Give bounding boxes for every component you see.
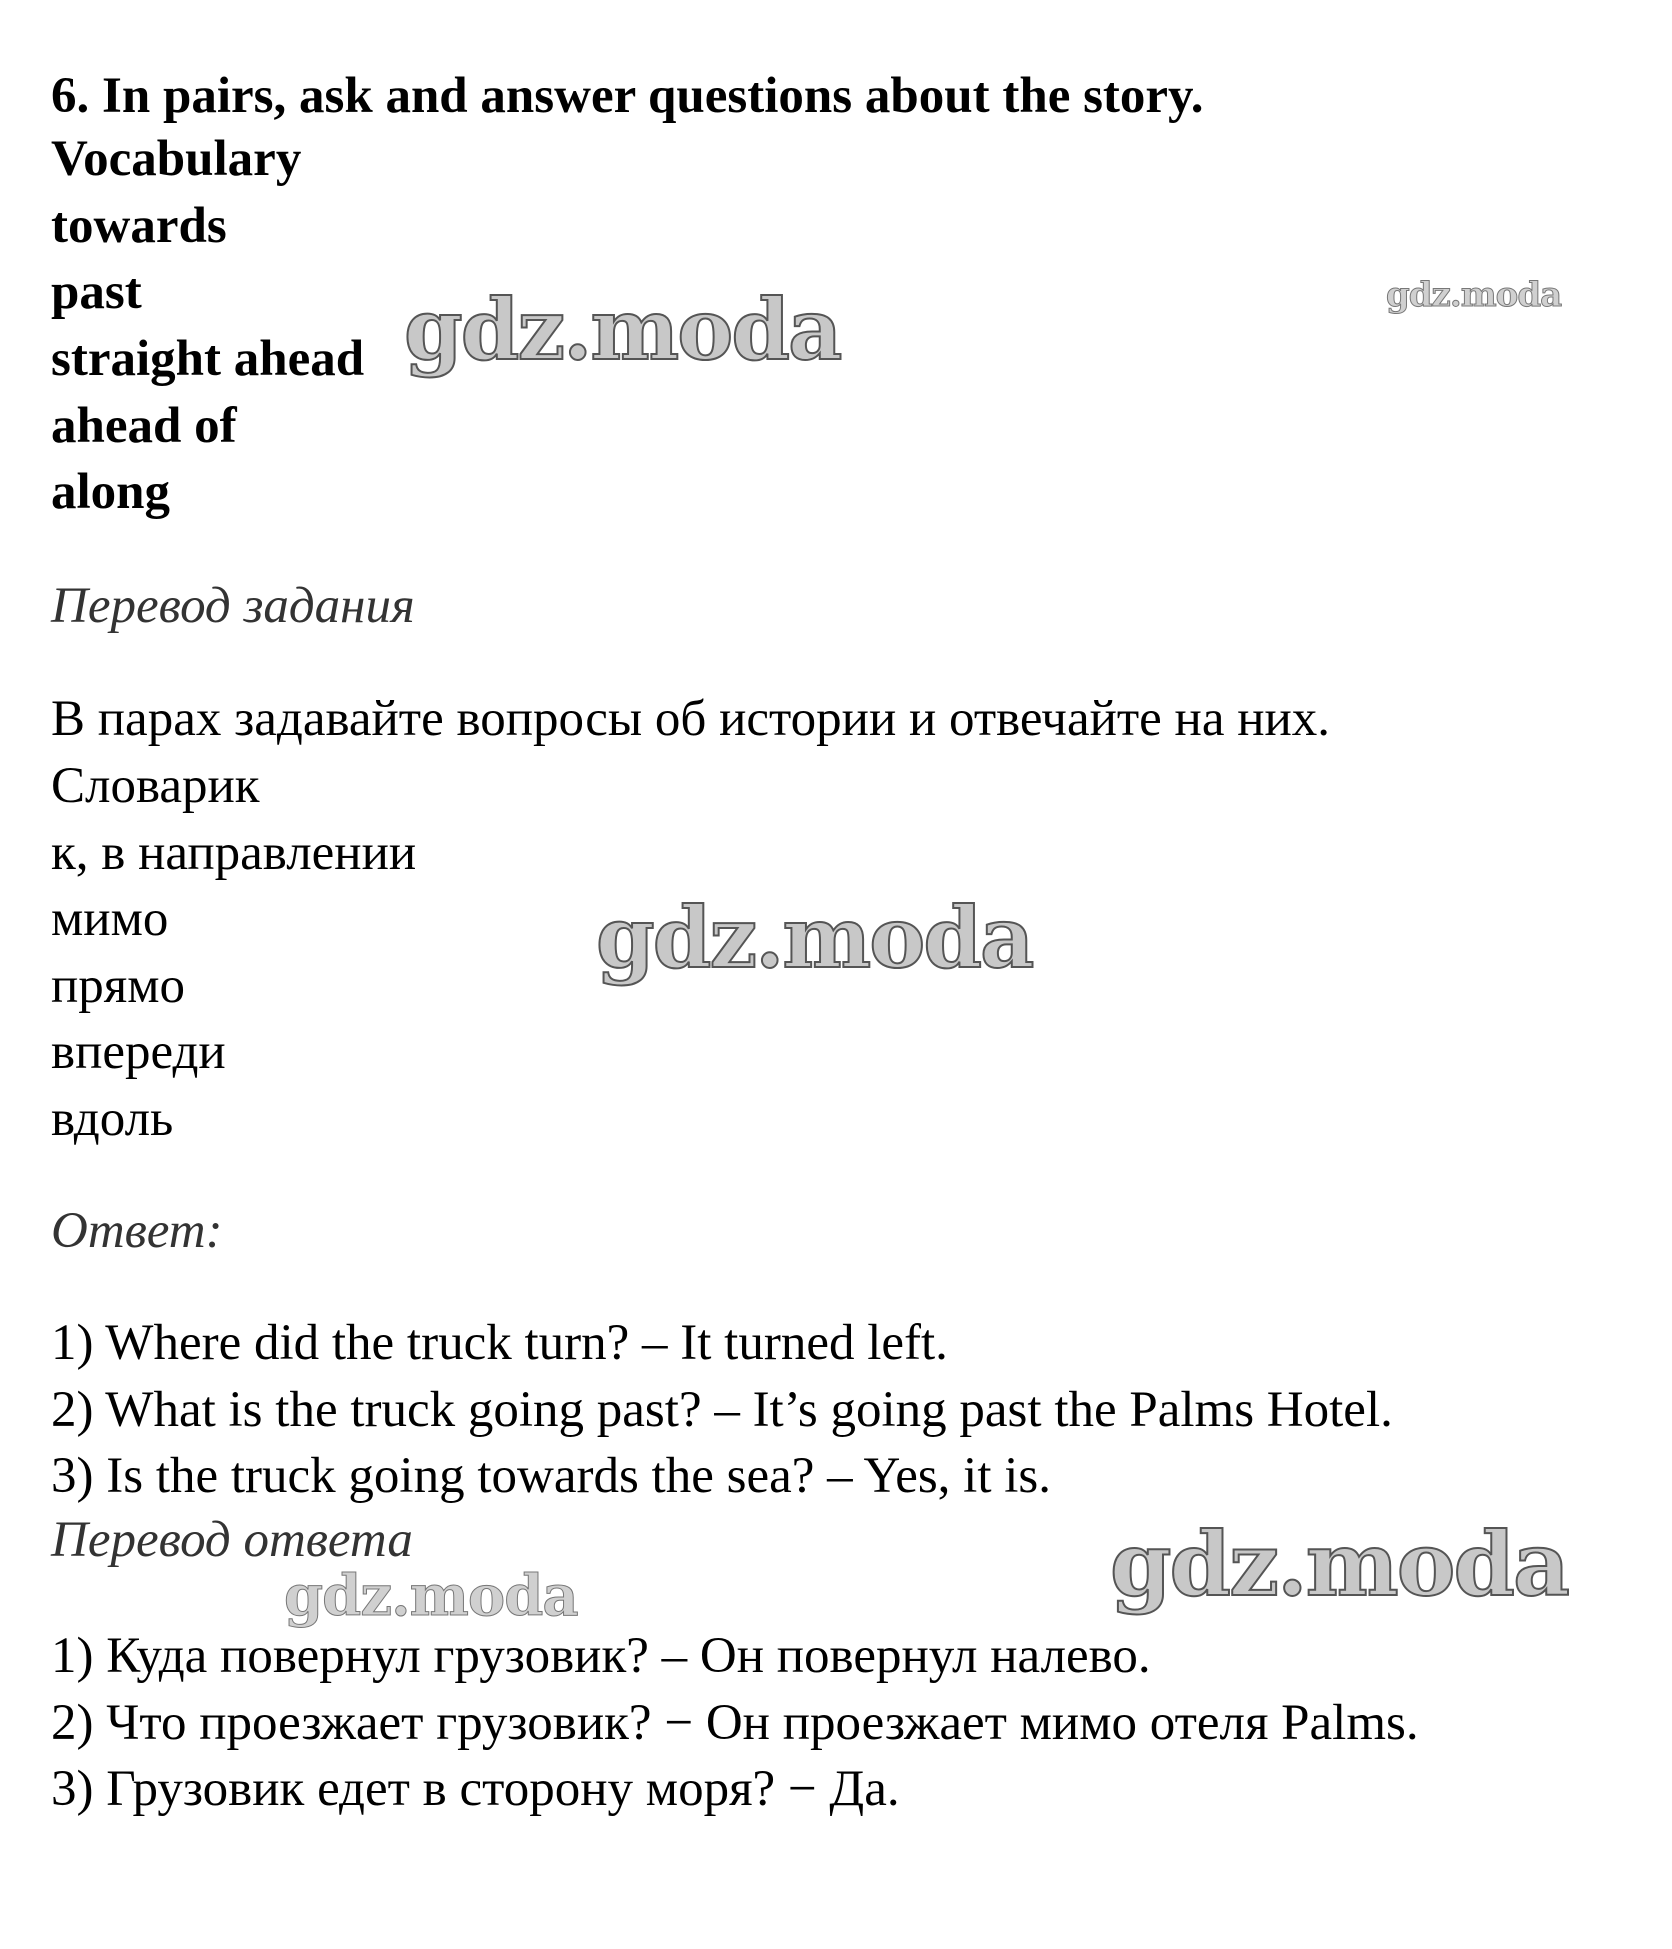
vocabulary-item: along (51, 464, 171, 520)
vocabulary-item: straight ahead (51, 331, 365, 387)
answer-item: 3) Is the truck going towards the sea? – Yes, it is. (51, 1448, 1052, 1504)
vocabulary-item: towards (51, 198, 227, 254)
translation-vocabulary-item: мимо (51, 891, 169, 947)
watermark-logo: gdz.moda (1110, 1512, 1569, 1616)
translation-vocabulary-item: к, в направлении (51, 825, 417, 881)
watermark-logo: gdz.moda (404, 280, 841, 379)
answer-item: 2) What is the truck going past? – It’s going past the Palms Hotel. (51, 1382, 1393, 1438)
task-translation-heading: Перевод задания (51, 578, 415, 634)
task-title: 6. In pairs, ask and answer questions about the story. (51, 68, 1204, 124)
answer-translation-item: 3) Грузовик едет в сторону моря? − Да. (51, 1761, 900, 1817)
answer-heading: Ответ: (51, 1203, 223, 1259)
vocabulary-heading: Vocabulary (51, 131, 302, 187)
watermark-logo: gdz.moda (596, 888, 1033, 987)
translation-vocabulary-item: впереди (51, 1024, 226, 1080)
translation-vocabulary-heading: Словарик (51, 758, 260, 814)
vocabulary-item: ahead of (51, 398, 237, 454)
answer-item: 1) Where did the truck turn? – It turned left. (51, 1315, 948, 1371)
vocabulary-item: past (51, 264, 142, 320)
watermark-logo: gdz.moda (284, 1563, 578, 1629)
task-translation-instruction: В парах задавайте вопросы об истории и отвечайте на них. (51, 691, 1331, 747)
answer-translation-item: 1) Куда повернул грузовик? – Он повернул налево. (51, 1628, 1151, 1684)
watermark-logo: gdz.moda (1386, 275, 1562, 315)
translation-vocabulary-item: прямо (51, 958, 186, 1014)
translation-vocabulary-item: вдоль (51, 1091, 174, 1147)
answer-translation-heading: Перевод ответа (51, 1512, 413, 1568)
answer-translation-item: 2) Что проезжает грузовик? − Он проезжает мимо отеля Palms. (51, 1695, 1419, 1751)
